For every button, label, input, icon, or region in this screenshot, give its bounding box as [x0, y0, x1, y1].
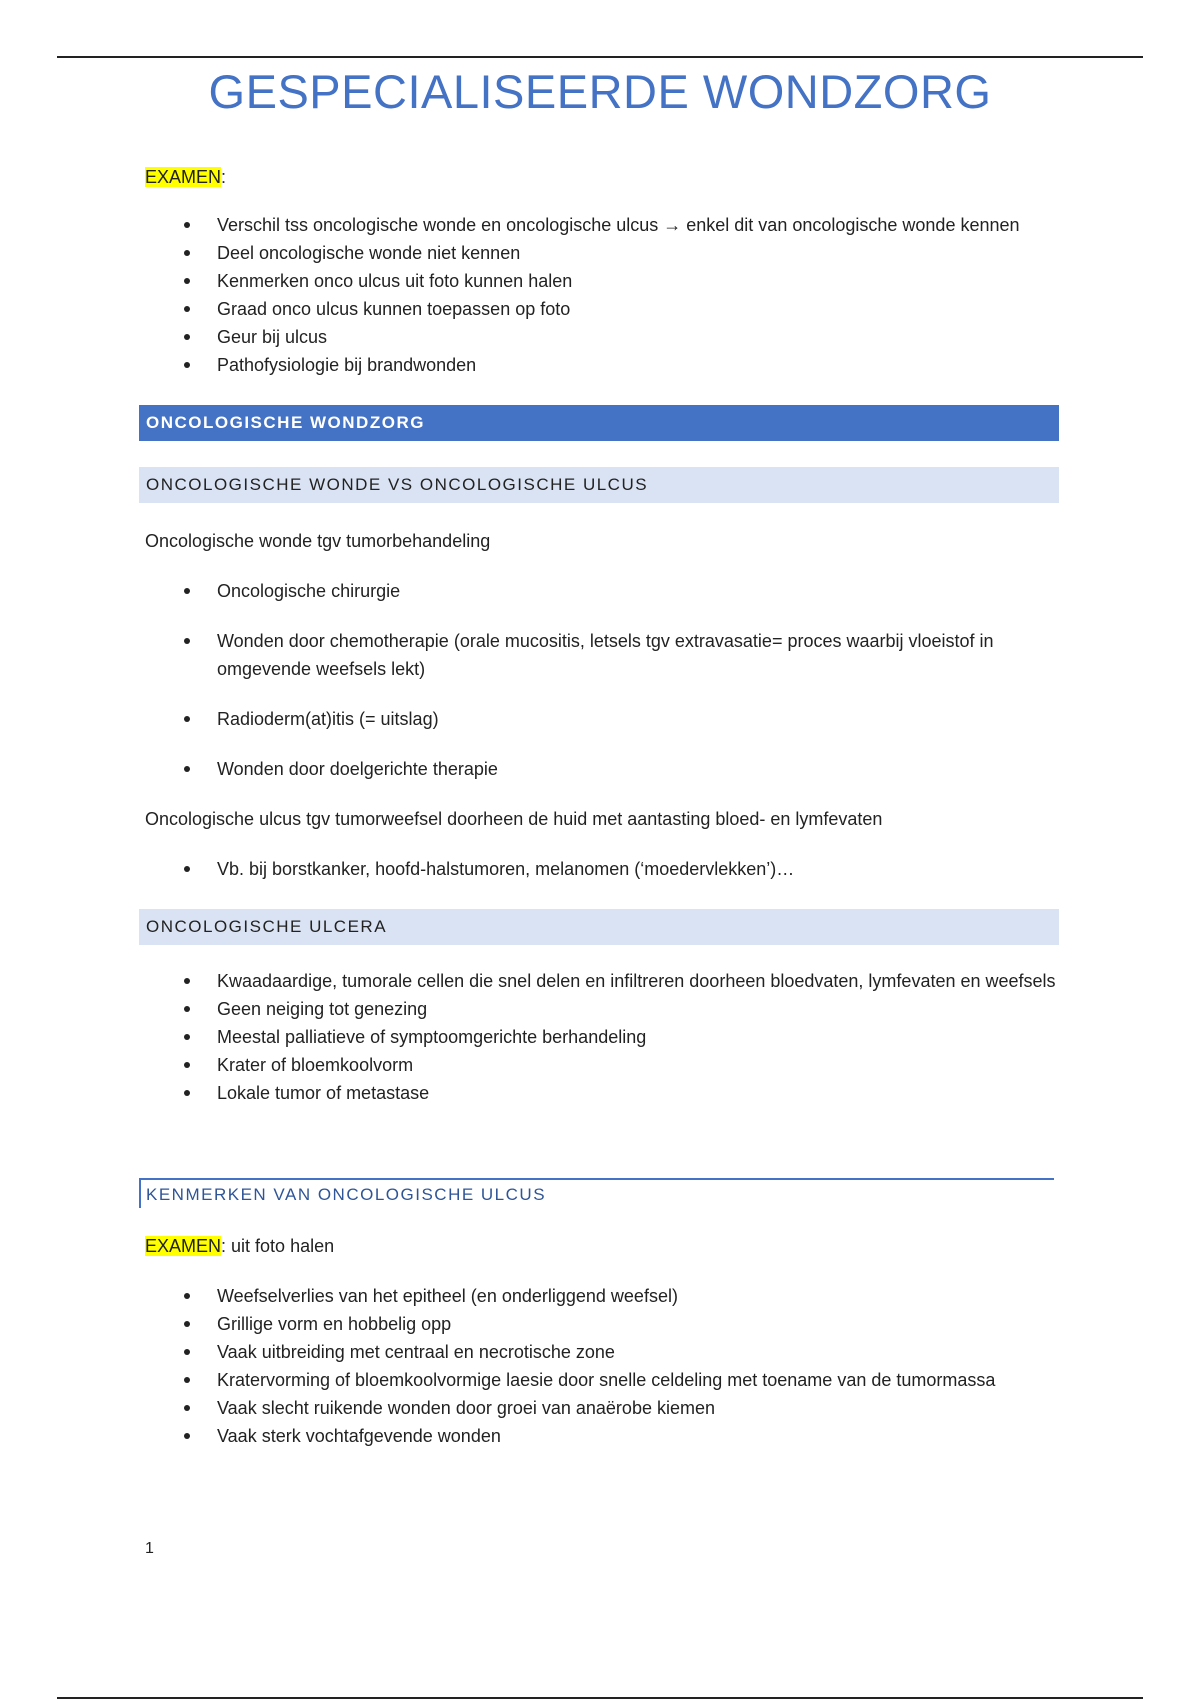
bullet-icon — [184, 1090, 190, 1096]
bullet-icon — [184, 1006, 190, 1012]
list-item: Kwaadaardige, tumorale cellen die snel delen en infiltreren doorheen bloedvaten, lymfevaten en weefsels — [145, 967, 1060, 995]
list-item: Meestal palliatieve of symptoomgerichte berhandeling — [145, 1023, 1060, 1051]
bullet-icon — [184, 306, 190, 312]
bullet-icon — [184, 222, 190, 228]
list-item: Verschil tss oncologische wonde en oncologische ulcus → enkel dit van oncologische wonde kennen — [145, 211, 1060, 239]
bullet-icon — [184, 334, 190, 340]
exam-list — [145, 211, 1060, 379]
exam-intro — [145, 165, 226, 189]
exam-note-kenmerken — [145, 1234, 334, 1258]
heading-wonde-vs-ulcus: ONCOLOGISCHE WONDE VS ONCOLOGISCHE ULCUS — [139, 467, 1059, 503]
bullet-icon — [184, 716, 190, 722]
bullet-icon — [184, 588, 190, 594]
footer-rule — [57, 1697, 1143, 1699]
list-item: Grillige vorm en hobbelig opp — [145, 1310, 1060, 1338]
exam-suffix: : — [221, 167, 227, 187]
list-item: Kratervorming of bloemkoolvormige laesie door snelle celdeling met toename van de tumormassa — [145, 1366, 1060, 1394]
bullet-icon — [184, 978, 190, 984]
list-item: Vb. bij borstkanker, hoofd-halstumoren, melanomen (‘moedervlekken’)… — [145, 855, 1060, 883]
bullet-icon — [184, 278, 190, 284]
ulcus-example-list — [145, 855, 1060, 883]
bullet-icon — [184, 1034, 190, 1040]
heading-kenmerken: KENMERKEN VAN ONCOLOGISCHE ULCUS — [139, 1178, 1054, 1208]
list-item: Vaak uitbreiding met centraal en necrotische zone — [145, 1338, 1060, 1366]
ulcera-list — [145, 967, 1060, 1107]
list-item: Lokale tumor of metastase — [145, 1079, 1060, 1107]
document-title: GESPECIALISEERDE WONDZORG — [208, 65, 992, 118]
bullet-icon — [184, 1293, 190, 1299]
exam-suffix: : uit foto halen — [221, 1236, 335, 1256]
bullet-icon — [184, 250, 190, 256]
list-item: Weefselverlies van het epitheel (en onderliggend weefsel) — [145, 1282, 1060, 1310]
list-item: Geur bij ulcus — [145, 323, 1060, 351]
bullet-icon — [184, 1433, 190, 1439]
list-item: Kenmerken onco ulcus uit foto kunnen halen — [145, 267, 1060, 295]
list-item: Deel oncologische wonde niet kennen — [145, 239, 1060, 267]
bullet-icon — [184, 1321, 190, 1327]
exam-highlight: EXAMEN — [145, 1236, 222, 1256]
bullet-icon — [184, 1062, 190, 1068]
list-item: Geen neiging tot genezing — [145, 995, 1060, 1023]
paragraph-oncologische-ulcus: Oncologische ulcus tgv tumorweefsel doorheen de huid met aantasting bloed- en lymfevaten — [145, 809, 883, 829]
exam-highlight: EXAMEN — [145, 167, 222, 187]
list-item: Pathofysiologie bij brandwonden — [145, 351, 1060, 379]
kenmerken-list — [145, 1282, 1060, 1450]
bullet-icon — [184, 362, 190, 368]
heading-oncologische-ulcera: ONCOLOGISCHE ULCERA — [139, 909, 1059, 945]
list-item: Oncologische chirurgie — [145, 577, 1060, 605]
list-item: Vaak slecht ruikende wonden door groei van anaërobe kiemen — [145, 1394, 1060, 1422]
bullet-icon — [184, 1377, 190, 1383]
list-item: Krater of bloemkoolvorm — [145, 1051, 1060, 1079]
list-item: Wonden door chemotherapie (orale mucositis, letsels tgv extravasatie= proces waarbij vloeistof in omgevende weefsels lekt) — [145, 627, 1060, 683]
bullet-icon — [184, 638, 190, 644]
bullet-icon — [184, 1405, 190, 1411]
bullet-icon — [184, 1349, 190, 1355]
bullet-icon — [184, 766, 190, 772]
list-item: Vaak sterk vochtafgevende wonden — [145, 1422, 1060, 1450]
list-item: Radioderm(at)itis (= uitslag) — [145, 705, 1060, 733]
header-rule — [57, 56, 1143, 58]
heading-oncologische-wondzorg: ONCOLOGISCHE WONDZORG — [139, 405, 1059, 441]
list-item: Wonden door doelgerichte therapie — [145, 755, 1060, 783]
bullet-icon — [184, 866, 190, 872]
list-item: Graad onco ulcus kunnen toepassen op foto — [145, 295, 1060, 323]
page-number: 1 — [145, 1540, 154, 1557]
wonde-list — [145, 577, 1060, 805]
paragraph-oncologische-wonde: Oncologische wonde tgv tumorbehandeling — [145, 531, 491, 551]
